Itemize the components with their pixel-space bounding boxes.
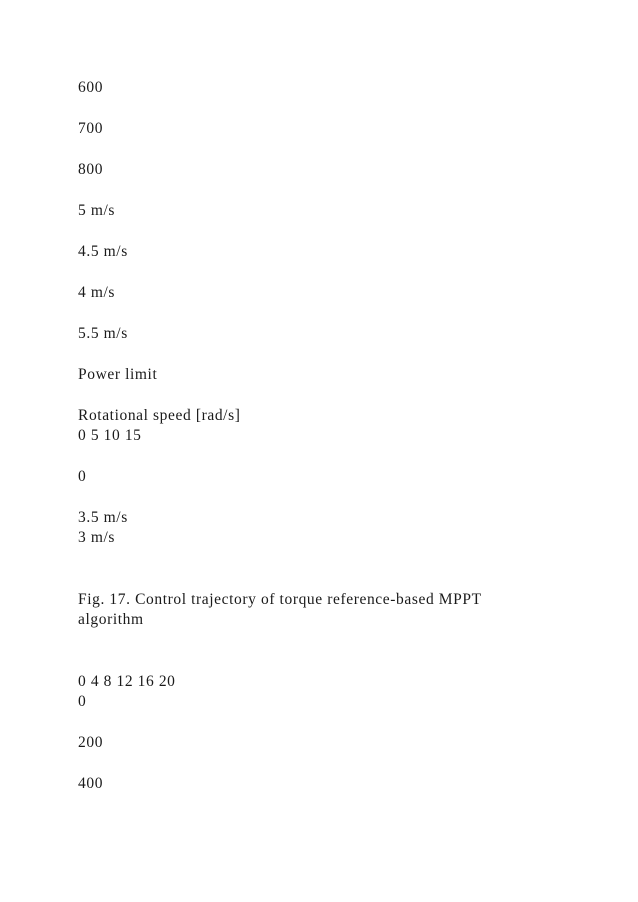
text-line-5ms: 5 m/s — [78, 202, 116, 219]
text-line-3ms: 3 m/s — [78, 529, 116, 546]
text-line-zero-2: 0 — [78, 693, 87, 710]
text-line-700: 700 — [78, 120, 104, 137]
text-line-400: 400 — [78, 775, 104, 792]
text-line-200: 200 — [78, 734, 104, 751]
text-line-axis-ticks: 0 5 10 15 — [78, 427, 142, 444]
text-line-4-5ms: 4.5 m/s — [78, 243, 128, 260]
text-line-power-limit: Power limit — [78, 366, 158, 383]
figure-caption: Fig. 17. Control trajectory of torque reference-based MPPT — [78, 591, 482, 608]
text-line-rotational-speed: Rotational speed [rad/s] — [78, 407, 241, 424]
text-line-3-5ms: 3.5 m/s — [78, 509, 128, 526]
text-line-5-5ms: 5.5 m/s — [78, 325, 128, 342]
text-line-600: 600 — [78, 79, 104, 96]
text-line-axis-ticks-2: 0 4 8 12 16 20 — [78, 673, 176, 690]
figure-caption-continued: algorithm — [78, 611, 144, 628]
text-line-800: 800 — [78, 161, 104, 178]
text-line-zero: 0 — [78, 468, 87, 485]
text-line-4ms: 4 m/s — [78, 284, 116, 301]
